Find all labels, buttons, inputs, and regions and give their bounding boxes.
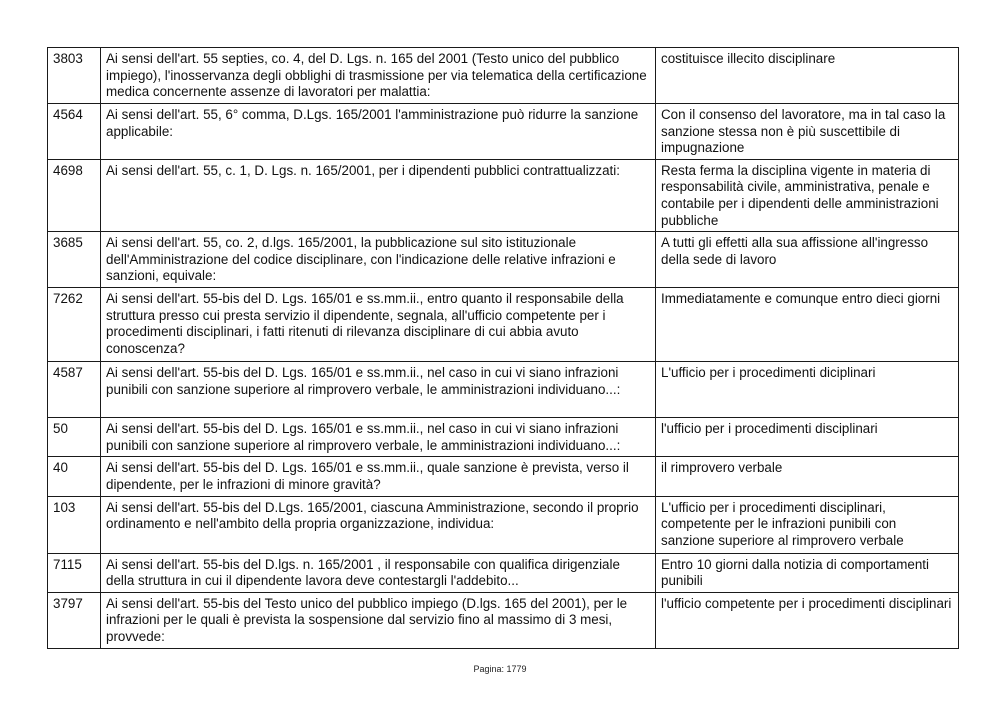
row-answer: Immediatamente e comunque entro dieci giorni xyxy=(656,288,959,362)
row-answer: A tutti gli effetti alla sua affissione all'ingresso della sede di lavoro xyxy=(656,232,959,288)
table-row xyxy=(48,592,959,648)
row-id: 4564 xyxy=(48,104,101,160)
row-answer: l'ufficio competente per i procedimenti disciplinari xyxy=(656,592,959,648)
row-id: 40 xyxy=(48,457,101,496)
table-row xyxy=(48,232,959,288)
row-id: 3685 xyxy=(48,232,101,288)
row-question: Ai sensi dell'art. 55-bis del D. Lgs. 165/01 e ss.mm.ii., quale sanzione è prevista, verso il dipendente, per le infrazioni di minore gravità? xyxy=(101,457,656,496)
row-id: 4698 xyxy=(48,159,101,231)
row-answer: l'ufficio per i procedimenti disciplinari xyxy=(656,418,959,457)
row-answer: il rimprovero verbale xyxy=(656,457,959,496)
table-row xyxy=(48,159,959,231)
row-question: Ai sensi dell'art. 55, co. 2, d.lgs. 165/2001, la pubblicazione sul sito istituzionale dell'Amministrazione del codice disciplinare, con l'indicazione delle relative infrazioni e sanzioni, equivale: xyxy=(101,232,656,288)
row-question: Ai sensi dell'art. 55, 6° comma, D.Lgs. 165/2001 l'amministrazione può ridurre la sanzione applicabile: xyxy=(101,104,656,160)
table-row xyxy=(48,457,959,496)
row-question: Ai sensi dell'art. 55-bis del Testo unico del pubblico impiego (D.lgs. 165 del 2001), per le infrazioni per le quali è prevista la sospensione dal servizio fino al massimo di 3 mesi, provvede: xyxy=(101,592,656,648)
table-row xyxy=(48,362,959,418)
questions-table xyxy=(47,47,959,649)
row-question: Ai sensi dell'art. 55-bis del D.Lgs. 165/2001, ciascuna Amministrazione, secondo il proprio ordinamento e nell'ambito della propria organizzazione, individua: xyxy=(101,496,656,553)
row-id: 3797 xyxy=(48,592,101,648)
row-question: Ai sensi dell'art. 55, c. 1, D. Lgs. n. 165/2001, per i dipendenti pubblici contrattualizzati: xyxy=(101,159,656,231)
row-question: Ai sensi dell'art. 55 septies, co. 4, del D. Lgs. n. 165 del 2001 (Testo unico del pubblico impiego), l'inosservanza degli obblighi di trasmissione per via telematica della certificazione medica concernente assenze di lavoratori per malattia: xyxy=(101,48,656,104)
table-row xyxy=(48,48,959,104)
row-answer: L'ufficio per i procedimenti diciplinari xyxy=(656,362,959,418)
table-row xyxy=(48,496,959,553)
table-row xyxy=(48,288,959,362)
row-question: Ai sensi dell'art. 55-bis del D.lgs. n. 165/2001 , il responsabile con qualifica dirigenziale della struttura in cui il dipendente lavora deve contestargli l'addebito... xyxy=(101,553,656,592)
row-id: 7262 xyxy=(48,288,101,362)
row-answer: Con il consenso del lavoratore, ma in tal caso la sanzione stessa non è più suscettibile di impugnazione xyxy=(656,104,959,160)
row-answer: L'ufficio per i procedimenti disciplinari, competente per le infrazioni punibili con sanzione superiore al rimprovero verbale xyxy=(656,496,959,553)
row-question: Ai sensi dell'art. 55-bis del D. Lgs. 165/01 e ss.mm.ii., nel caso in cui vi siano infrazioni punibili con sanzione superiore al rimprovero verbale, le amministrazioni individuano...: xyxy=(101,418,656,457)
row-id: 103 xyxy=(48,496,101,553)
row-id: 7115 xyxy=(48,553,101,592)
table-row xyxy=(48,104,959,160)
row-answer: Resta ferma la disciplina vigente in materia di responsabilità civile, amministrativa, penale e contabile per i dipendenti delle amministrazioni pubbliche xyxy=(656,159,959,231)
row-answer: costituisce illecito disciplinare xyxy=(656,48,959,104)
row-id: 4587 xyxy=(48,362,101,418)
table-row xyxy=(48,418,959,457)
table-row xyxy=(48,553,959,592)
row-id: 50 xyxy=(48,418,101,457)
page-number: Pagina: 1779 xyxy=(473,664,527,674)
row-id: 3803 xyxy=(48,48,101,104)
row-question: Ai sensi dell'art. 55-bis del D. Lgs. 165/01 e ss.mm.ii., entro quanto il responsabile della struttura presso cui presta servizio il dipendente, segnala, all'ufficio competente per i procedimenti disciplinari, i fatti ritenuti di rilevanza disciplinare di cui abbia avuto conoscenza? xyxy=(101,288,656,362)
row-question: Ai sensi dell'art. 55-bis del D. Lgs. 165/01 e ss.mm.ii., nel caso in cui vi siano infrazioni punibili con sanzione superiore al rimprovero verbale, le amministrazioni individuano...: xyxy=(101,362,656,418)
row-answer: Entro 10 giorni dalla notizia di comportamenti punibili xyxy=(656,553,959,592)
